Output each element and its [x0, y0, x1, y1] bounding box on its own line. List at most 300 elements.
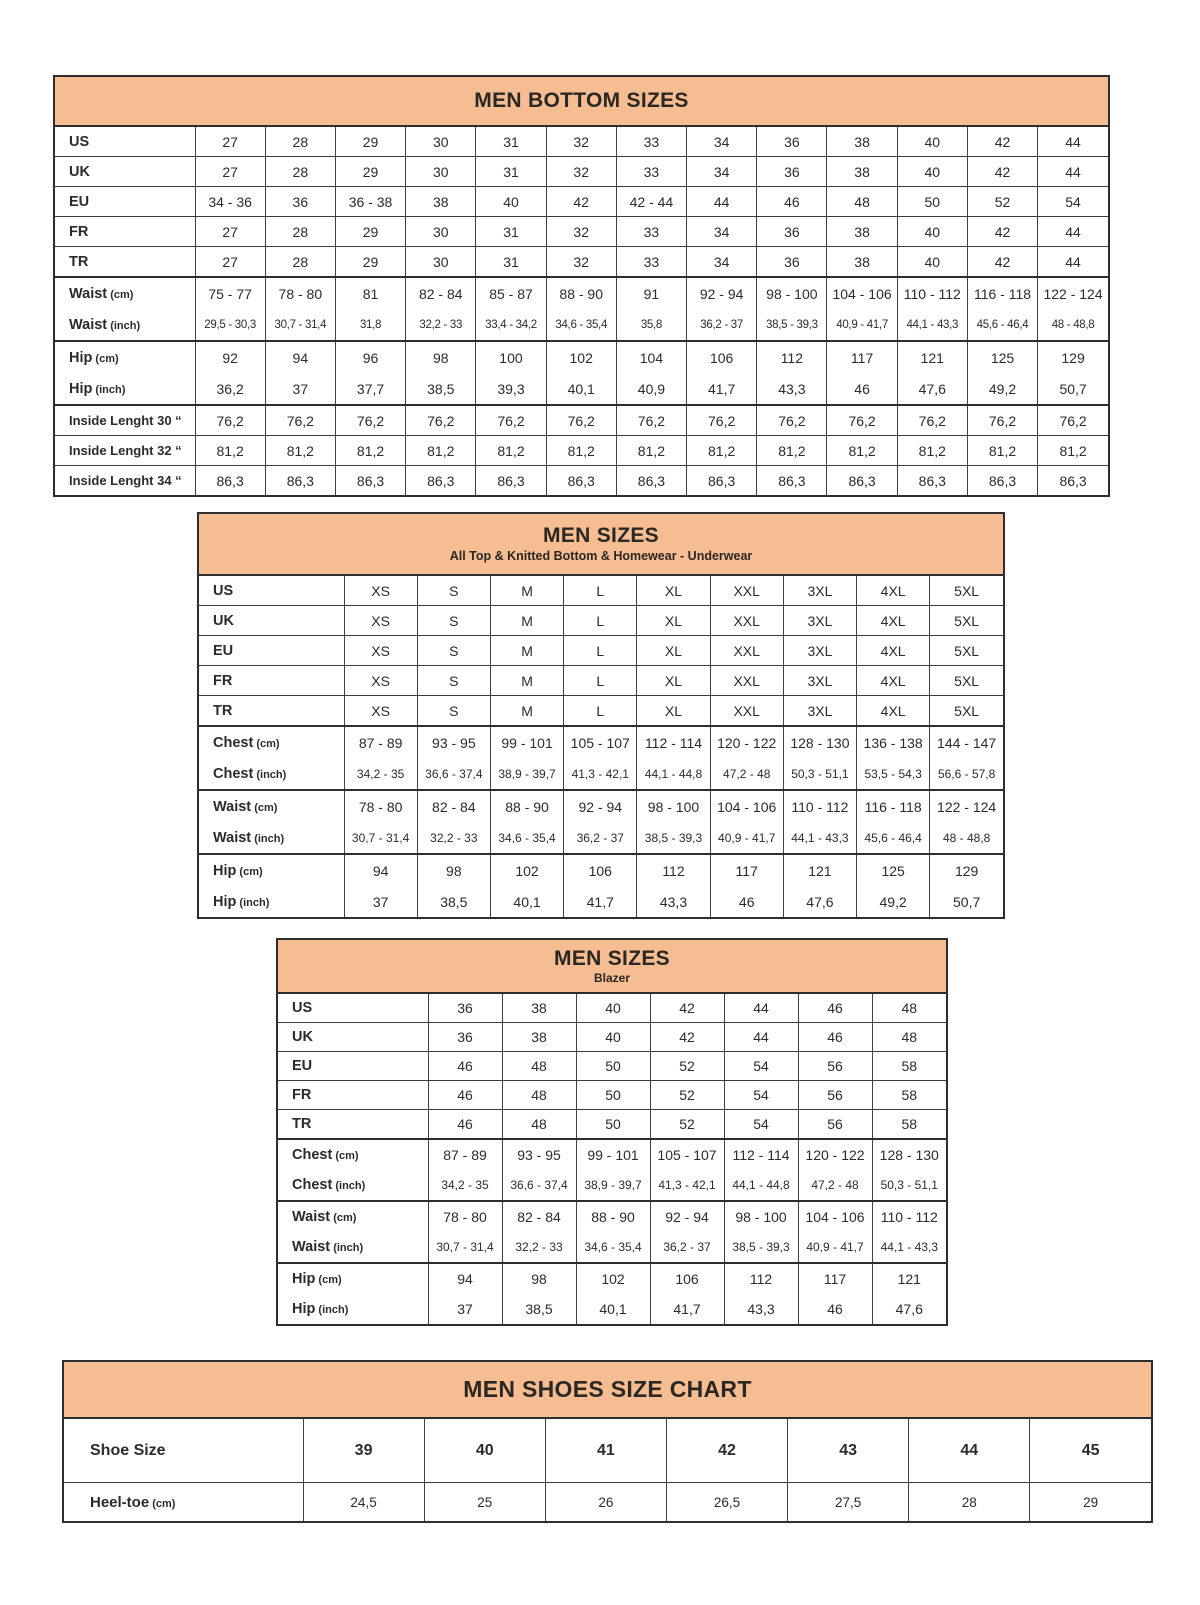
value-cell: 98 [406, 341, 476, 373]
row-label [199, 854, 344, 886]
value-cell: 112 [637, 854, 710, 886]
value-cell: 116 - 118 [967, 277, 1037, 309]
value-cell: 27 [195, 247, 265, 278]
value-cell: 98 [417, 854, 490, 886]
value-cell: 86,3 [897, 466, 967, 496]
value-cell: 86,3 [757, 466, 827, 496]
value-cell: 40 [897, 217, 967, 247]
value-cell: 28 [265, 247, 335, 278]
value-cell: 4XL [857, 606, 930, 636]
value-cell: 98 - 100 [757, 277, 827, 309]
value-cell: L [564, 636, 637, 666]
value-cell: 40 [424, 1419, 545, 1483]
row-label [55, 217, 195, 247]
value-cell: 122 - 124 [930, 790, 1003, 822]
value-cell: 38 [827, 157, 897, 187]
men-bottom-sizes-table [53, 75, 1110, 497]
value-cell: 41,7 [650, 1294, 724, 1324]
value-cell: 42 [650, 1023, 724, 1052]
value-cell: 29 [335, 217, 405, 247]
value-cell: 98 - 100 [637, 790, 710, 822]
row-label [199, 636, 344, 666]
row-label-text: Waist [213, 829, 252, 846]
value-cell: 104 - 106 [827, 277, 897, 309]
table-row [55, 277, 1108, 309]
value-cell: 5XL [930, 576, 1003, 606]
value-cell: 93 - 95 [417, 726, 490, 758]
value-cell: 121 [872, 1263, 946, 1294]
value-cell: 29 [335, 127, 405, 157]
row-label-unit: (cm) [315, 1274, 342, 1286]
value-cell: 31,8 [335, 309, 405, 341]
row-label [199, 696, 344, 727]
value-cell: 86,3 [687, 466, 757, 496]
value-cell: 40 [897, 247, 967, 278]
value-cell: XS [344, 636, 417, 666]
value-cell: 46 [798, 1023, 872, 1052]
value-cell: XL [637, 636, 710, 666]
value-cell: 42 [967, 247, 1037, 278]
value-cell: 81,2 [757, 436, 827, 466]
row-label-unit: (inch) [253, 768, 287, 781]
value-cell: 106 [687, 341, 757, 373]
value-cell: 88 - 90 [490, 790, 563, 822]
value-cell: 28 [265, 127, 335, 157]
value-cell: 42 [967, 217, 1037, 247]
value-cell: 86,3 [265, 466, 335, 496]
value-cell: 46 [428, 1110, 502, 1140]
row-label-unit: (cm) [107, 288, 134, 301]
table-row [55, 373, 1108, 405]
row-label-unit: (inch) [330, 1242, 364, 1254]
value-cell: XXL [710, 576, 783, 606]
value-cell: 82 - 84 [406, 277, 476, 309]
row-label-text: Waist [69, 316, 108, 333]
row-label-unit: (cm) [251, 801, 278, 814]
table-subtitle: Blazer [593, 971, 631, 986]
value-cell: 46 [757, 187, 827, 217]
row-label-text: US [69, 133, 90, 150]
value-cell: 38,9 - 39,7 [576, 1170, 650, 1201]
value-cell: 91 [616, 277, 686, 309]
value-cell: XXL [710, 666, 783, 696]
row-label-unit: (inch) [332, 1180, 366, 1192]
value-cell: 44 [1038, 217, 1108, 247]
value-cell: 36 [428, 1023, 502, 1052]
value-cell: 117 [710, 854, 783, 886]
value-cell: 144 - 147 [930, 726, 1003, 758]
value-cell: 3XL [783, 666, 856, 696]
value-cell: 40 [476, 187, 546, 217]
value-cell: 76,2 [897, 405, 967, 436]
value-cell: 94 [428, 1263, 502, 1294]
value-cell: 47,2 - 48 [798, 1170, 872, 1201]
row-label [64, 1419, 303, 1483]
value-cell: XS [344, 606, 417, 636]
value-cell: 36,2 [195, 373, 265, 405]
value-cell: 34 [687, 217, 757, 247]
value-cell: 40 [897, 157, 967, 187]
value-cell: 38,5 [417, 886, 490, 917]
value-cell: 44,1 - 43,3 [783, 822, 856, 854]
value-cell: 48 [502, 1081, 576, 1110]
value-cell: 81,2 [546, 436, 616, 466]
value-cell: 34,2 - 35 [344, 758, 417, 790]
value-cell: 129 [930, 854, 1003, 886]
value-cell: 26 [545, 1483, 666, 1522]
value-cell: 34,2 - 35 [428, 1170, 502, 1201]
value-cell: 42 [967, 127, 1037, 157]
value-cell: 44 [1038, 127, 1108, 157]
value-cell: 38,5 [406, 373, 476, 405]
row-label [199, 758, 344, 790]
value-cell: 50,7 [1038, 373, 1108, 405]
value-cell: 49,2 [857, 886, 930, 917]
row-label-text: Waist [213, 798, 252, 815]
value-cell: 31 [476, 127, 546, 157]
value-cell: 92 [195, 341, 265, 373]
value-cell: 44 [724, 994, 798, 1023]
value-cell: 81,2 [897, 436, 967, 466]
value-cell: 40,1 [546, 373, 616, 405]
row-label-text: TR [213, 702, 233, 719]
value-cell: 81,2 [335, 436, 405, 466]
value-cell: 50,7 [930, 886, 1003, 917]
value-cell: 5XL [930, 696, 1003, 727]
value-cell: 44,1 - 44,8 [724, 1170, 798, 1201]
value-cell: 96 [335, 341, 405, 373]
table-row [64, 1483, 1151, 1522]
value-cell: 102 [490, 854, 563, 886]
value-cell: 37 [344, 886, 417, 917]
value-cell: 46 [798, 1294, 872, 1324]
value-cell: 46 [428, 1052, 502, 1081]
value-cell: L [564, 576, 637, 606]
value-cell: 81,2 [195, 436, 265, 466]
value-cell: 44,1 - 43,3 [872, 1232, 946, 1263]
value-cell: 86,3 [406, 466, 476, 496]
value-cell: 40 [576, 1023, 650, 1052]
row-label-text: Hip [292, 1301, 316, 1317]
value-cell: 98 - 100 [724, 1201, 798, 1232]
value-cell: 54 [724, 1110, 798, 1140]
row-label-text: EU [292, 1058, 313, 1074]
value-cell: 44,1 - 44,8 [637, 758, 710, 790]
value-cell: 47,2 - 48 [710, 758, 783, 790]
table-row [55, 187, 1108, 217]
value-cell: XL [637, 576, 710, 606]
value-cell: 129 [1038, 341, 1108, 373]
row-label-unit: (inch) [315, 1304, 349, 1316]
value-cell: 34 - 36 [195, 187, 265, 217]
value-cell: 32 [546, 247, 616, 278]
value-cell: 48 [502, 1110, 576, 1140]
row-label-text: Hip [69, 380, 93, 397]
row-label-text: UK [213, 612, 234, 629]
table-row [199, 790, 1003, 822]
value-cell: 81,2 [616, 436, 686, 466]
table-row [278, 1052, 946, 1081]
value-cell: 78 - 80 [265, 277, 335, 309]
table-row [55, 436, 1108, 466]
value-cell: 43,3 [724, 1294, 798, 1324]
value-cell: 56 [798, 1081, 872, 1110]
value-cell: 86,3 [616, 466, 686, 496]
value-cell: S [417, 576, 490, 606]
men-bottom-sizes-title-band [55, 77, 1108, 127]
value-cell: XXL [710, 696, 783, 727]
value-cell: 112 - 114 [637, 726, 710, 758]
value-cell: 41,3 - 42,1 [650, 1170, 724, 1201]
row-label-unit: (inch) [107, 319, 141, 332]
value-cell: 81,2 [476, 436, 546, 466]
value-cell: 52 [650, 1110, 724, 1140]
value-cell: L [564, 696, 637, 727]
value-cell: 49,2 [967, 373, 1037, 405]
row-label [199, 790, 344, 822]
value-cell: 56,6 - 57,8 [930, 758, 1003, 790]
value-cell: 41 [545, 1419, 666, 1483]
value-cell: 38,5 - 39,3 [637, 822, 710, 854]
table-subtitle: All Top & Knitted Bottom & Homewear - Underwear [449, 549, 753, 564]
value-cell: 46 [710, 886, 783, 917]
value-cell: 5XL [930, 666, 1003, 696]
value-cell: 34,6 - 35,4 [546, 309, 616, 341]
value-cell: 75 - 77 [195, 277, 265, 309]
value-cell: 3XL [783, 636, 856, 666]
value-cell: M [490, 606, 563, 636]
value-cell: S [417, 666, 490, 696]
value-cell: 34 [687, 157, 757, 187]
row-label-text: FR [292, 1087, 312, 1103]
value-cell: 31 [476, 217, 546, 247]
men-bottom-sizes-grid [55, 127, 1108, 495]
value-cell: 32,2 - 33 [417, 822, 490, 854]
value-cell: 4XL [857, 666, 930, 696]
value-cell: M [490, 696, 563, 727]
value-cell: 102 [546, 341, 616, 373]
value-cell: 78 - 80 [428, 1201, 502, 1232]
value-cell: 88 - 90 [546, 277, 616, 309]
value-cell: 36 [757, 217, 827, 247]
men-sizes-blazer-title-band [278, 940, 946, 994]
value-cell: 43,3 [757, 373, 827, 405]
value-cell: 30 [406, 247, 476, 278]
value-cell: 116 - 118 [857, 790, 930, 822]
value-cell: 104 - 106 [798, 1201, 872, 1232]
table-row [278, 1201, 946, 1232]
value-cell: 27,5 [788, 1483, 909, 1522]
value-cell: 85 - 87 [476, 277, 546, 309]
value-cell: 34 [687, 247, 757, 278]
value-cell: 56 [798, 1110, 872, 1140]
value-cell: 58 [872, 1110, 946, 1140]
value-cell: 38 [827, 127, 897, 157]
row-label [278, 1170, 428, 1201]
value-cell: M [490, 576, 563, 606]
value-cell: 50 [576, 1110, 650, 1140]
table-row [55, 466, 1108, 496]
value-cell: 47,6 [783, 886, 856, 917]
value-cell: 44 [687, 187, 757, 217]
value-cell: 39 [303, 1419, 424, 1483]
value-cell: 121 [897, 341, 967, 373]
row-label-text: Chest [213, 765, 254, 782]
value-cell: 32 [546, 127, 616, 157]
value-cell: 37 [265, 373, 335, 405]
table-row [55, 157, 1108, 187]
value-cell: 5XL [930, 606, 1003, 636]
value-cell: 36,2 - 37 [650, 1232, 724, 1263]
value-cell: 81,2 [406, 436, 476, 466]
value-cell: XS [344, 666, 417, 696]
row-label-text: Waist [69, 285, 108, 302]
value-cell: XL [637, 606, 710, 636]
row-label [278, 1232, 428, 1263]
men-sizes-top-grid [199, 576, 1003, 917]
value-cell: 81,2 [967, 436, 1037, 466]
value-cell: 40,9 - 41,7 [798, 1232, 872, 1263]
row-label-unit: (inch) [251, 832, 285, 845]
value-cell: 36 [757, 247, 827, 278]
value-cell: 110 - 112 [783, 790, 856, 822]
value-cell: 86,3 [476, 466, 546, 496]
row-label-text: US [292, 1000, 313, 1016]
table-row [55, 127, 1108, 157]
row-label-text: TR [69, 253, 89, 270]
value-cell: 40,9 [616, 373, 686, 405]
value-cell: 121 [783, 854, 856, 886]
table-row [199, 576, 1003, 606]
row-label [55, 277, 195, 309]
row-label [199, 726, 344, 758]
value-cell: 52 [967, 187, 1037, 217]
value-cell: 42 [666, 1419, 787, 1483]
row-label-text: Inside Lenght 32 “ [69, 443, 182, 458]
table-row [64, 1419, 1151, 1483]
value-cell: 45,6 - 46,4 [967, 309, 1037, 341]
table-row [55, 247, 1108, 278]
value-cell: XL [637, 696, 710, 727]
value-cell: 94 [344, 854, 417, 886]
row-label-text: Hip [213, 862, 237, 879]
value-cell: 78 - 80 [344, 790, 417, 822]
value-cell: 105 - 107 [650, 1139, 724, 1170]
value-cell: 29 [335, 157, 405, 187]
men-shoes-size-chart-table [62, 1360, 1153, 1523]
row-label [55, 309, 195, 341]
row-label-text: Shoe Size [90, 1441, 166, 1459]
value-cell: 38,9 - 39,7 [490, 758, 563, 790]
value-cell: 35,8 [616, 309, 686, 341]
value-cell: 76,2 [616, 405, 686, 436]
value-cell: 104 [616, 341, 686, 373]
value-cell: 34,6 - 35,4 [490, 822, 563, 854]
value-cell: 76,2 [265, 405, 335, 436]
value-cell: 48 [827, 187, 897, 217]
value-cell: 45 [1030, 1419, 1151, 1483]
value-cell: 44 [1038, 157, 1108, 187]
table-row [199, 606, 1003, 636]
value-cell: 40,1 [576, 1294, 650, 1324]
value-cell: 112 [757, 341, 827, 373]
row-label [199, 666, 344, 696]
value-cell: 38 [502, 1023, 576, 1052]
row-label-text: Hip [292, 1271, 316, 1287]
value-cell: 98 [502, 1263, 576, 1294]
value-cell: 53,5 - 54,3 [857, 758, 930, 790]
value-cell: 47,6 [872, 1294, 946, 1324]
value-cell: 41,3 - 42,1 [564, 758, 637, 790]
value-cell: 36 [428, 994, 502, 1023]
value-cell: 32,2 - 33 [406, 309, 476, 341]
men-shoes-title-band [64, 1362, 1151, 1419]
table-row [278, 1023, 946, 1052]
row-label [278, 1263, 428, 1294]
table-row [278, 1110, 946, 1140]
table-title: MEN BOTTOM SIZES [474, 88, 689, 112]
value-cell: 48 [502, 1052, 576, 1081]
men-sizes-blazer-table [276, 938, 948, 1326]
table-row [199, 758, 1003, 790]
value-cell: 36 [265, 187, 335, 217]
row-label-text: Inside Lenght 30 “ [69, 413, 182, 428]
value-cell: 3XL [783, 576, 856, 606]
value-cell: 28 [265, 157, 335, 187]
value-cell: 29 [335, 247, 405, 278]
value-cell: 28 [909, 1483, 1030, 1522]
value-cell: 54 [724, 1052, 798, 1081]
value-cell: 76,2 [195, 405, 265, 436]
value-cell: 33 [616, 247, 686, 278]
value-cell: 76,2 [1038, 405, 1108, 436]
men-sizes-top-title-band [199, 514, 1003, 576]
value-cell: 86,3 [546, 466, 616, 496]
value-cell: 106 [564, 854, 637, 886]
row-label [278, 1110, 428, 1140]
value-cell: 81,2 [827, 436, 897, 466]
value-cell: 102 [576, 1263, 650, 1294]
value-cell: 117 [827, 341, 897, 373]
value-cell: 110 - 112 [872, 1201, 946, 1232]
value-cell: 40 [897, 127, 967, 157]
value-cell: 128 - 130 [783, 726, 856, 758]
value-cell: 76,2 [757, 405, 827, 436]
value-cell: L [564, 666, 637, 696]
row-label [55, 405, 195, 436]
table-title: MEN SIZES [543, 524, 659, 548]
value-cell: 44,1 - 43,3 [897, 309, 967, 341]
value-cell: 28 [265, 217, 335, 247]
value-cell: 33,4 - 34,2 [476, 309, 546, 341]
value-cell: 92 - 94 [687, 277, 757, 309]
value-cell: 58 [872, 1081, 946, 1110]
value-cell: 3XL [783, 696, 856, 727]
row-label-text: FR [213, 672, 233, 689]
value-cell: 54 [1038, 187, 1108, 217]
value-cell: 27 [195, 217, 265, 247]
value-cell: 36 [757, 127, 827, 157]
value-cell: 34,6 - 35,4 [576, 1232, 650, 1263]
value-cell: 34 [687, 127, 757, 157]
value-cell: 44 [1038, 247, 1108, 278]
value-cell: XS [344, 576, 417, 606]
table-row [55, 309, 1108, 341]
value-cell: 33 [616, 127, 686, 157]
value-cell: 100 [476, 341, 546, 373]
row-label [55, 247, 195, 278]
value-cell: 4XL [857, 636, 930, 666]
